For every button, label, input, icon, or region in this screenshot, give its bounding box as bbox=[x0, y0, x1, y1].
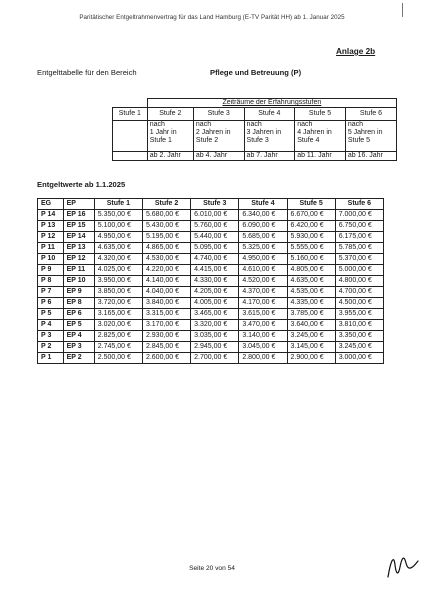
value-cell: 4.330,00 € bbox=[191, 276, 239, 287]
value-cell: 4.335,00 € bbox=[287, 298, 335, 309]
ep-cell: EP 2 bbox=[63, 353, 94, 364]
table-area-label: Entgelttabelle für den Bereich bbox=[37, 68, 137, 77]
table-row bbox=[38, 221, 384, 232]
pay-values-table bbox=[37, 198, 384, 364]
value-cell: 3.785,00 € bbox=[287, 309, 335, 320]
value-cell: 4.040,00 € bbox=[142, 287, 190, 298]
stages-caption: Zeiträume der Erfahrungsstufen bbox=[147, 99, 396, 108]
value-cell: 3.035,00 € bbox=[191, 331, 239, 342]
value-cell: 6.090,00 € bbox=[239, 221, 287, 232]
value-cell: 3.170,00 € bbox=[142, 320, 190, 331]
value-cell: 5.685,00 € bbox=[239, 232, 287, 243]
value-cell: 5.430,00 € bbox=[142, 221, 190, 232]
value-cell: 3.315,00 € bbox=[142, 309, 190, 320]
document-header: Paritätischer Entgeltrahmenvertrag für das Land Hamburg (E-TV Parität HH) ab 1. Januar 2025 bbox=[79, 14, 345, 21]
stage-condition-cell bbox=[113, 120, 148, 151]
eg-cell: P 10 bbox=[38, 254, 64, 265]
stage-header-cell: Stufe 5 bbox=[295, 107, 346, 120]
value-cell: 2.845,00 € bbox=[142, 342, 190, 353]
table-row bbox=[38, 342, 384, 353]
stage-header-cell: Stufe 2 bbox=[147, 107, 193, 120]
value-cell: 3.320,00 € bbox=[191, 320, 239, 331]
value-cell: 4.610,00 € bbox=[239, 265, 287, 276]
ep-cell: EP 14 bbox=[63, 232, 94, 243]
value-cell: 2.600,00 € bbox=[142, 353, 190, 364]
ep-cell: EP 8 bbox=[63, 298, 94, 309]
stage-condition-row bbox=[113, 120, 397, 151]
value-cell: 5.160,00 € bbox=[287, 254, 335, 265]
value-cell: 4.220,00 € bbox=[142, 265, 190, 276]
eg-cell: P 3 bbox=[38, 331, 64, 342]
value-cell: 4.700,00 € bbox=[335, 287, 383, 298]
eg-cell: P 13 bbox=[38, 221, 64, 232]
value-cell: 3.850,00 € bbox=[94, 287, 142, 298]
eg-cell: P 5 bbox=[38, 309, 64, 320]
stage-condition-cell: nach 2 Jahren in Stufe 2 bbox=[193, 120, 244, 151]
ep-cell: EP 4 bbox=[63, 331, 94, 342]
value-cell: 7.000,00 € bbox=[335, 210, 383, 221]
value-cell: 4.170,00 € bbox=[239, 298, 287, 309]
value-cell: 4.635,00 € bbox=[287, 276, 335, 287]
values-body bbox=[38, 210, 384, 364]
value-cell: 5.095,00 € bbox=[191, 243, 239, 254]
area-title: Pflege und Betreuung (P) bbox=[210, 68, 302, 77]
value-cell: 4.500,00 € bbox=[335, 298, 383, 309]
value-cell: 4.320,00 € bbox=[94, 254, 142, 265]
value-cell: 4.520,00 € bbox=[239, 276, 287, 287]
value-cell: 4.535,00 € bbox=[287, 287, 335, 298]
stage-header-cell: Stufe 3 bbox=[193, 107, 244, 120]
value-cell: 6.175,00 € bbox=[335, 232, 383, 243]
values-header-cell: EP bbox=[63, 199, 94, 210]
values-header-cell: Stufe 5 bbox=[287, 199, 335, 210]
value-cell: 3.140,00 € bbox=[239, 331, 287, 342]
value-cell: 4.530,00 € bbox=[142, 254, 190, 265]
stage-from-cell: ab 4. Jahr bbox=[193, 151, 244, 160]
stage-header-row bbox=[113, 107, 397, 120]
eg-cell: P 11 bbox=[38, 243, 64, 254]
value-cell: 3.045,00 € bbox=[239, 342, 287, 353]
ep-cell: EP 11 bbox=[63, 265, 94, 276]
value-cell: 2.500,00 € bbox=[94, 353, 142, 364]
stage-from-cell: ab 2. Jahr bbox=[147, 151, 193, 160]
value-cell: 5.100,00 € bbox=[94, 221, 142, 232]
value-cell: 3.000,00 € bbox=[335, 353, 383, 364]
value-cell: 3.615,00 € bbox=[239, 309, 287, 320]
corner-mark bbox=[402, 3, 411, 17]
stage-from-cell: ab 11. Jahr bbox=[295, 151, 346, 160]
value-cell: 3.950,00 € bbox=[94, 276, 142, 287]
value-cell: 5.350,00 € bbox=[94, 210, 142, 221]
value-cell: 4.140,00 € bbox=[142, 276, 190, 287]
value-cell: 4.950,00 € bbox=[239, 254, 287, 265]
table-row bbox=[38, 298, 384, 309]
value-cell: 2.900,00 € bbox=[287, 353, 335, 364]
values-header-row bbox=[38, 199, 384, 210]
value-cell: 6.670,00 € bbox=[287, 210, 335, 221]
value-cell: 5.930,00 € bbox=[287, 232, 335, 243]
eg-cell: P 9 bbox=[38, 265, 64, 276]
table-row bbox=[38, 265, 384, 276]
value-cell: 4.005,00 € bbox=[191, 298, 239, 309]
value-cell: 5.370,00 € bbox=[335, 254, 383, 265]
table-row bbox=[38, 243, 384, 254]
values-title: Entgeltwerte ab 1.1.2025 bbox=[37, 180, 126, 189]
value-cell: 4.805,00 € bbox=[287, 265, 335, 276]
values-header-cell: Stufe 1 bbox=[94, 199, 142, 210]
eg-cell: P 1 bbox=[38, 353, 64, 364]
value-cell: 5.760,00 € bbox=[191, 221, 239, 232]
value-cell: 3.245,00 € bbox=[335, 342, 383, 353]
value-cell: 2.700,00 € bbox=[191, 353, 239, 364]
value-cell: 4.415,00 € bbox=[191, 265, 239, 276]
ep-cell: EP 6 bbox=[63, 309, 94, 320]
value-cell: 2.930,00 € bbox=[142, 331, 190, 342]
value-cell: 4.025,00 € bbox=[94, 265, 142, 276]
ep-cell: EP 3 bbox=[63, 342, 94, 353]
stage-condition-cell: nach 3 Jahren in Stufe 3 bbox=[244, 120, 295, 151]
value-cell: 6.340,00 € bbox=[239, 210, 287, 221]
value-cell: 5.195,00 € bbox=[142, 232, 190, 243]
value-cell: 3.465,00 € bbox=[191, 309, 239, 320]
stage-header-cell: Stufe 6 bbox=[345, 107, 396, 120]
eg-cell: P 7 bbox=[38, 287, 64, 298]
table-row bbox=[38, 210, 384, 221]
eg-cell: P 4 bbox=[38, 320, 64, 331]
stage-from-row bbox=[113, 151, 397, 160]
value-cell: 5.440,00 € bbox=[191, 232, 239, 243]
values-header-cell: Stufe 4 bbox=[239, 199, 287, 210]
value-cell: 5.325,00 € bbox=[239, 243, 287, 254]
eg-cell: P 14 bbox=[38, 210, 64, 221]
experience-stages-table bbox=[112, 98, 397, 161]
value-cell: 3.350,00 € bbox=[335, 331, 383, 342]
table-row bbox=[38, 276, 384, 287]
table-row bbox=[38, 353, 384, 364]
stage-condition-cell: nach 4 Jahren in Stufe 4 bbox=[295, 120, 346, 151]
ep-cell: EP 5 bbox=[63, 320, 94, 331]
value-cell: 4.800,00 € bbox=[335, 276, 383, 287]
value-cell: 3.955,00 € bbox=[335, 309, 383, 320]
value-cell: 3.245,00 € bbox=[287, 331, 335, 342]
value-cell: 4.205,00 € bbox=[191, 287, 239, 298]
values-header-cell: Stufe 2 bbox=[142, 199, 190, 210]
value-cell: 3.145,00 € bbox=[287, 342, 335, 353]
eg-cell: P 6 bbox=[38, 298, 64, 309]
signature-mark bbox=[386, 551, 420, 581]
value-cell: 5.555,00 € bbox=[287, 243, 335, 254]
ep-cell: EP 12 bbox=[63, 254, 94, 265]
value-cell: 5.785,00 € bbox=[335, 243, 383, 254]
table-row bbox=[38, 320, 384, 331]
value-cell: 3.810,00 € bbox=[335, 320, 383, 331]
eg-cell: P 8 bbox=[38, 276, 64, 287]
stage-from-cell: ab 7. Jahr bbox=[244, 151, 295, 160]
stage-from-cell: ab 16. Jahr bbox=[345, 151, 396, 160]
stage-header-cell: Stufe 4 bbox=[244, 107, 295, 120]
eg-cell: P 12 bbox=[38, 232, 64, 243]
stage-condition-cell: nach 5 Jahren in Stufe 5 bbox=[345, 120, 396, 151]
values-header-cell: EG bbox=[38, 199, 64, 210]
ep-cell: EP 13 bbox=[63, 243, 94, 254]
stage-condition-cell: nach 1 Jahr in Stufe 1 bbox=[147, 120, 193, 151]
table-row bbox=[38, 309, 384, 320]
eg-cell: P 2 bbox=[38, 342, 64, 353]
value-cell: 3.720,00 € bbox=[94, 298, 142, 309]
value-cell: 2.745,00 € bbox=[94, 342, 142, 353]
table-row bbox=[38, 287, 384, 298]
value-cell: 3.640,00 € bbox=[287, 320, 335, 331]
value-cell: 4.370,00 € bbox=[239, 287, 287, 298]
table-row bbox=[38, 232, 384, 243]
value-cell: 2.945,00 € bbox=[191, 342, 239, 353]
value-cell: 6.010,00 € bbox=[191, 210, 239, 221]
value-cell: 5.000,00 € bbox=[335, 265, 383, 276]
annex-label: Anlage 2b bbox=[336, 47, 376, 56]
ep-cell: EP 10 bbox=[63, 276, 94, 287]
ep-cell: EP 15 bbox=[63, 221, 94, 232]
page-number: Seite 20 von 54 bbox=[189, 565, 235, 572]
values-header-cell: Stufe 6 bbox=[335, 199, 383, 210]
values-header-cell: Stufe 3 bbox=[191, 199, 239, 210]
value-cell: 4.950,00 € bbox=[94, 232, 142, 243]
table-row bbox=[38, 331, 384, 342]
stage-from-cell bbox=[113, 151, 148, 160]
ep-cell: EP 16 bbox=[63, 210, 94, 221]
value-cell: 4.635,00 € bbox=[94, 243, 142, 254]
value-cell: 3.020,00 € bbox=[94, 320, 142, 331]
value-cell: 4.865,00 € bbox=[142, 243, 190, 254]
value-cell: 5.680,00 € bbox=[142, 210, 190, 221]
stage-header-cell: Stufe 1 bbox=[113, 107, 148, 120]
value-cell: 3.840,00 € bbox=[142, 298, 190, 309]
value-cell: 4.740,00 € bbox=[191, 254, 239, 265]
value-cell: 3.470,00 € bbox=[239, 320, 287, 331]
value-cell: 2.800,00 € bbox=[239, 353, 287, 364]
value-cell: 6.750,00 € bbox=[335, 221, 383, 232]
value-cell: 2.825,00 € bbox=[94, 331, 142, 342]
ep-cell: EP 9 bbox=[63, 287, 94, 298]
value-cell: 3.165,00 € bbox=[94, 309, 142, 320]
table-row bbox=[38, 254, 384, 265]
value-cell: 6.420,00 € bbox=[287, 221, 335, 232]
